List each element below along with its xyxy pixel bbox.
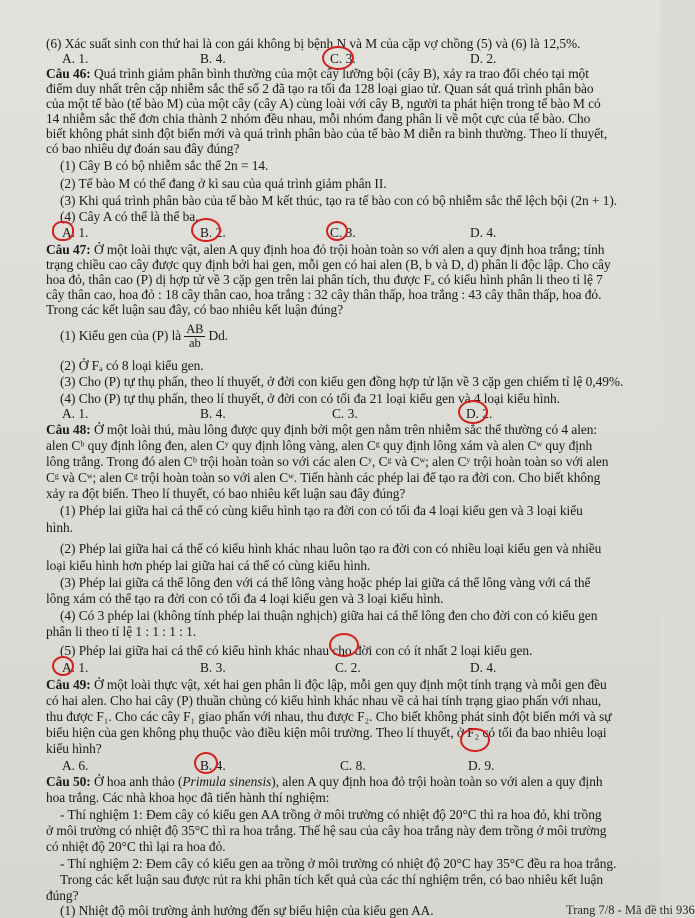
option-a: A. 1. xyxy=(62,225,89,240)
text-line: kiểu hình? xyxy=(46,741,102,756)
statement: (3) Phép lai giữa cá thể lông đen với cá thể lông vàng hoặc phép lai giữa cá thể lông vàng với cá thể xyxy=(60,575,591,590)
statement: (4) Có 3 phép lai (không tính phép lai thuận nghịch) giữa hai cá thể lông đen cho đời con có kiểu gen xyxy=(60,608,598,623)
option-a: A. 6. xyxy=(62,758,89,773)
text-line: Trong các kết luận sau đây, có bao nhiêu kết luận đúng? xyxy=(46,302,344,317)
text-line: lông xám có thể tạo ra đời con có tối đa 4 loại kiểu gen và 3 loại kiểu hình. xyxy=(46,591,444,606)
statement: (2) Tế bào M có thể đang ở kì sau của quá trình giảm phân II. xyxy=(60,176,387,191)
question-label: Câu 48: xyxy=(46,422,91,437)
option-b: B. 4. xyxy=(200,406,226,421)
option-d: D. 4. xyxy=(470,660,497,675)
species-name: Primula sinensis xyxy=(182,774,272,789)
option-b: B. 4. xyxy=(200,758,226,773)
text-line: thu được F₁. Cho các cây F₁ giao phấn với nhau, thu được F₂. Cho biết không phát sinh đột biến mới và sự xyxy=(46,709,612,724)
question-47-stem: Câu 47: Ở một loài thực vật, alen A quy định hoa đỏ trội hoàn toàn so với alen a quy định hoa trắng; tính xyxy=(46,242,605,257)
statement: (1) Kiểu gen của (P) là $\frac{AB}{ab}$ Dd. xyxy=(60,322,229,351)
question-label: Câu 49: xyxy=(46,677,91,692)
statement: (3) Cho (P) tự thụ phấn, theo lí thuyết, ở đời con kiểu gen đồng hợp tử lặn về 3 cặp gen chiếm tỉ lệ 0,49%. xyxy=(60,374,624,389)
text-line: trạng chiều cao cây được quy định bởi hai gen, mỗi gen có hai alen (B, b và D, d) phân li độc lập. Cho cây xyxy=(46,257,611,272)
option-d: D. 9. xyxy=(468,758,495,773)
text-line: có hai alen. Cho hai cây (P) thuần chủng có kiểu hình khác nhau về cả hai tính trạng giao phấn với nhau, xyxy=(46,693,602,708)
option-c: C. 3. xyxy=(332,406,358,421)
option-d: D. 2. xyxy=(470,51,497,66)
option-a: A. 1. xyxy=(62,660,89,675)
text-line: có nhiệt độ 20°C thì lại ra hoa đỏ. xyxy=(46,839,226,854)
option-d: D. 4. xyxy=(470,225,497,240)
text-line: biểu hiện của gen không phụ thuộc vào điều kiện môi trường. Theo lí thuyết, ở F₂ có tối đa bao nhiêu loại xyxy=(46,725,607,740)
text-line: đúng? xyxy=(46,888,79,903)
question-46-stem: Câu 46: Quá trình giảm phân bình thường của một cây lưỡng bội (cây B), xảy ra trao đổi chéo tại một xyxy=(46,66,589,81)
text-line: ở môi trường có nhiệt độ 35°C thì ra hoa trắng. Thế hệ sau của cây hoa trắng này đem trồng ở môi trường xyxy=(46,823,607,838)
text-line: loại kiểu hình hơn phép lai giữa hai cá thể có cùng kiểu hình. xyxy=(46,558,371,573)
text-line: lông trắng. Trong đó alen Cᵇ trội hoàn toàn so với các alen Cʸ, Cᵍ và Cʷ; alen Cʸ trội hoàn toàn so với alen xyxy=(46,454,609,469)
statement: (4) Cây A có thể là thể ba. xyxy=(60,209,199,224)
statement: (1) Phép lai giữa hai cá thể có cùng kiểu hình tạo ra đời con có tối đa 4 loại kiểu gen và 3 loại kiểu xyxy=(60,503,583,518)
question-label: Câu 47: xyxy=(46,242,91,257)
statement: - Thí nghiệm 1: Đem cây có kiểu gen AA trồng ở môi trường có nhiệt độ 20°C thì ra hoa đỏ, khi trồng xyxy=(60,807,602,822)
question-48-stem: Câu 48: Ở một loài thú, màu lông được quy định bởi một gen nằm trên nhiễm sắc thể thường có 4 alen: xyxy=(46,422,598,437)
text-line: Trong các kết luận sau được rút ra khi phân tích kết quả của các thí nghiệm trên, có bao nhiêu kết luận xyxy=(60,872,604,887)
statement: (2) Ở Fₐ có 8 loại kiểu gen. xyxy=(60,358,204,373)
text-line: hoa trắng. Các nhà khoa học đã tiến hành thí nghiệm: xyxy=(46,790,330,805)
text-line: phân li theo tỉ lệ 1 : 1 : 1 : 1. xyxy=(46,624,197,639)
statement: - Thí nghiệm 2: Đem cây có kiểu gen aa trồng ở môi trường có nhiệt độ 20°C hay 35°C đều ra hoa trắng. xyxy=(60,856,617,871)
option-a: A. 1. xyxy=(62,51,89,66)
text-line: 14 nhiễm sắc thể đơn chia thành 2 nhóm đều nhau, mỗi nhóm đang phân li về một cực của tế bào. Cho xyxy=(46,111,591,126)
question-50-stem: Câu 50: Ở hoa anh thảo (Primula sinensis), alen A quy định hoa đỏ trội hoàn toàn so với alen a quy định xyxy=(46,774,603,789)
question-label: Câu 50: xyxy=(46,774,91,789)
text-line: Cᵍ và Cʷ; alen Cᵍ trội hoàn toàn so với alen Cʷ. Tiến hành các phép lai để tạo ra đời con. Cho biết không xyxy=(46,470,601,485)
text-line: xảy ra đột biến. Theo lí thuyết, có bao nhiêu kết luận sau đây đúng? xyxy=(46,486,406,501)
statement: (4) Cho (P) tự thụ phấn, theo lí thuyết, ở đời con có tối đa 21 loại kiểu gen và 4 loại kiểu hình. xyxy=(60,391,560,406)
statement: (3) Khi quá trình phân bào của tế bào M kết thúc, tạo ra tế bào con có bộ nhiễm sắc thể lệch bội (2n + 1). xyxy=(60,193,618,208)
text-line: biết không phát sinh đột biến mới và quá trình phân bào của tế bào M diễn ra bình thường. Theo lí thuyết, xyxy=(46,126,608,141)
option-c: C. 2. xyxy=(335,660,361,675)
statement: (2) Phép lai giữa hai cá thể có kiểu hình khác nhau luôn tạo ra đời con có nhiều loại kiểu gen và nhiều xyxy=(60,541,602,556)
option-a: A. 1. xyxy=(62,406,89,421)
page-footer: Trang 7/8 - Mã đề thi 936 xyxy=(566,903,695,917)
option-c: C. 3. xyxy=(330,225,356,240)
option-b: B. 2. xyxy=(200,225,226,240)
text-line: cây thân cao, hoa đỏ : 18 cây thân cao, hoa trắng : 32 cây thân thấp, hoa trắng : 43 cây thân thấp, hoa đỏ. xyxy=(46,287,602,302)
option-b: B. 3. xyxy=(200,660,226,675)
statement: (5) Phép lai giữa hai cá thể có kiểu hình khác nhau cho đời con có ít nhất 2 loại kiểu gen. xyxy=(60,643,533,658)
question-49-stem: Câu 49: Ở một loài thực vật, xét hai gen phân li độc lập, mỗi gen quy định một tính trạng và mỗi gen đều xyxy=(46,677,607,692)
text-line: hoa đỏ, thân cao (P) dị hợp tử về 3 cặp gen trên lai phân tích, thu được Fₐ có kiểu hình phân li theo tỉ lệ 7 xyxy=(46,272,603,287)
question-label: Câu 46: xyxy=(46,66,91,81)
option-c: C. 3. xyxy=(330,51,356,66)
genotype-fraction: $\frac{AB}{ab}$ xyxy=(186,322,204,351)
statement: (1) Nhiệt độ môi trường ảnh hưởng đến sự biểu hiện của kiểu gen AA. xyxy=(60,903,434,918)
option-b: B. 4. xyxy=(200,51,226,66)
text-line: (6) Xác suất sinh con thứ hai là con gái không bị bệnh N và M của cặp vợ chồng (5) và (6) là 12,5%. xyxy=(46,36,581,51)
option-c: C. 8. xyxy=(340,758,366,773)
text-line: alen Cᵇ quy định lông đen, alen Cʸ quy định lông vàng, alen Cᵍ quy định lông xám và alen Cʷ quy định xyxy=(46,438,593,453)
text-line: có bao nhiêu dự đoán sau đây đúng? xyxy=(46,141,240,156)
text-line: hình. xyxy=(46,520,73,535)
text-line: của một tế bào (tế bào M) của một cây (cây A) cùng loài với cây B, người ta phát hiện trong tế bào M có xyxy=(46,96,601,111)
statement: (1) Cây B có bộ nhiễm sắc thể 2n = 14. xyxy=(60,158,269,173)
text-line: điểm duy nhất trên cặp nhiễm sắc thể số 2 đã tạo ra tối đa 128 loại giao tử. Quan sát quá trình phân bào xyxy=(46,81,594,96)
option-d: D. 2. xyxy=(466,406,493,421)
